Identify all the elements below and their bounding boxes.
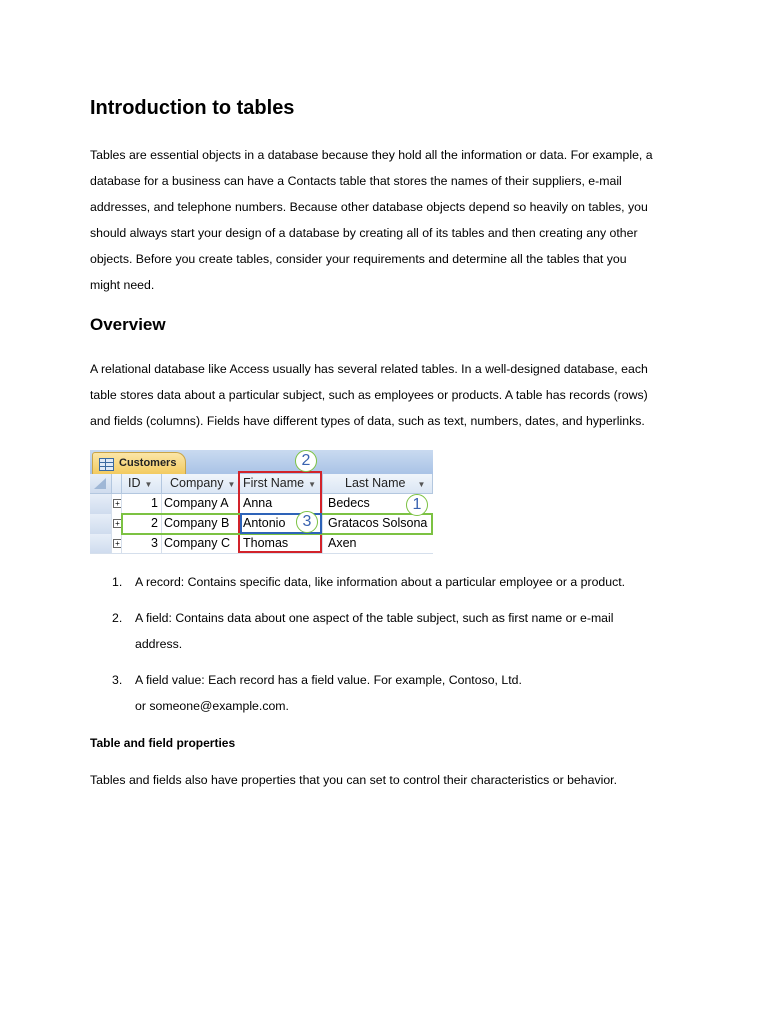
column-header-label: First Name <box>243 476 305 490</box>
tab-label: Customers <box>119 457 177 469</box>
callout-badge-field: 2 <box>295 450 317 472</box>
expander-cell[interactable] <box>112 534 122 553</box>
cell-id[interactable]: 2 <box>122 514 162 534</box>
intro-line: objects. Before you create tables, consider your requirements and determine all the tables that you <box>90 252 627 266</box>
corner-triangle-icon <box>94 478 106 489</box>
plus-icon[interactable]: + <box>113 519 122 528</box>
record-selector[interactable] <box>90 534 112 553</box>
overview-heading: Overview <box>90 315 166 334</box>
cell-first-name[interactable]: Thomas <box>239 534 323 553</box>
list-item-text: A record: Contains specific data, like information about a particular employee or a product. <box>135 575 626 589</box>
list-item <box>90 667 650 719</box>
column-header-company[interactable] <box>162 474 239 493</box>
record-selector[interactable] <box>90 494 112 514</box>
page-title: Introduction to tables <box>90 97 295 119</box>
plus-icon[interactable]: + <box>113 539 122 548</box>
numbered-list <box>90 569 650 729</box>
intro-line: Tables are essential objects in a database because they hold all the information or data. For example, a <box>90 148 653 162</box>
column-header-id[interactable] <box>122 474 162 493</box>
properties-heading: Table and field properties <box>90 736 236 750</box>
cell-last-name[interactable]: Gratacos Solsona <box>328 516 428 530</box>
overview-line: table stores data about a particular subject, such as employees or products. A table has records (rows) <box>90 388 648 402</box>
record-selector[interactable] <box>90 514 112 534</box>
intro-line: database for a business can have a Contacts table that stores the names of their suppliers, e-mail <box>90 174 622 188</box>
list-item-text: A field value: Each record has a field value. For example, Contoso, Ltd. <box>135 673 522 687</box>
callout-badge-record: 1 <box>406 494 428 516</box>
intro-line: addresses, and telephone numbers. Because other database objects depend so heavily on tables, you <box>90 200 648 214</box>
intro-line: should always start your design of a database by creating all of its tables and then creating any other <box>90 226 638 240</box>
list-item-text: or someone@example.com. <box>135 699 289 713</box>
properties-line: Tables and fields also have properties that you can set to control their characteristics or behavior. <box>90 773 618 787</box>
customers-table-figure <box>90 450 433 553</box>
column-header-label: Company <box>170 476 224 490</box>
column-header-last-name[interactable] <box>323 474 433 493</box>
overview-line: and fields (columns). Fields have different types of data, such as text, numbers, dates, and hyperlinks. <box>90 414 645 428</box>
list-number: 3. <box>112 673 123 687</box>
plus-icon[interactable]: + <box>113 499 122 508</box>
cell-id[interactable]: 3 <box>122 534 162 553</box>
list-item <box>90 605 650 657</box>
dropdown-arrow-icon[interactable]: ▼ <box>308 480 317 489</box>
cell-first-name[interactable]: Anna <box>239 494 323 514</box>
list-number: 1. <box>112 575 123 589</box>
cell-company[interactable]: Company C <box>162 534 239 553</box>
expander-cell[interactable] <box>112 494 122 514</box>
properties-paragraph <box>90 767 682 793</box>
dropdown-arrow-icon[interactable]: ▼ <box>144 480 153 489</box>
select-all-corner[interactable] <box>90 474 112 493</box>
intro-line: might need. <box>90 278 155 292</box>
list-item-text: address. <box>135 637 183 651</box>
table-icon <box>99 458 114 471</box>
tab-customers[interactable] <box>92 452 186 475</box>
list-item-text: A field: Contains data about one aspect of the table subject, such as first name or e-mail <box>135 611 614 625</box>
overview-paragraph <box>90 356 682 434</box>
dropdown-arrow-icon[interactable]: ▼ <box>417 480 426 489</box>
cell-company[interactable]: Company B <box>162 514 239 534</box>
dropdown-arrow-icon[interactable]: ▼ <box>227 480 236 489</box>
expander-header <box>112 474 122 493</box>
cell-company[interactable]: Company A <box>162 494 239 514</box>
list-item <box>90 569 650 595</box>
cell-last-name[interactable]: Bedecs <box>328 496 370 510</box>
cell-id[interactable]: 1 <box>122 494 162 514</box>
cell-first-name[interactable]: Antonio <box>239 514 323 534</box>
overview-line: A relational database like Access usually has several related tables. In a well-designed database, each <box>90 362 648 376</box>
intro-paragraph <box>90 142 682 298</box>
callout-badge-value: 3 <box>296 511 318 533</box>
column-header-label: ID <box>128 476 141 490</box>
cell-last-name[interactable]: Axen <box>328 536 357 550</box>
list-number: 2. <box>112 611 123 625</box>
column-header-label: Last Name <box>345 476 406 490</box>
